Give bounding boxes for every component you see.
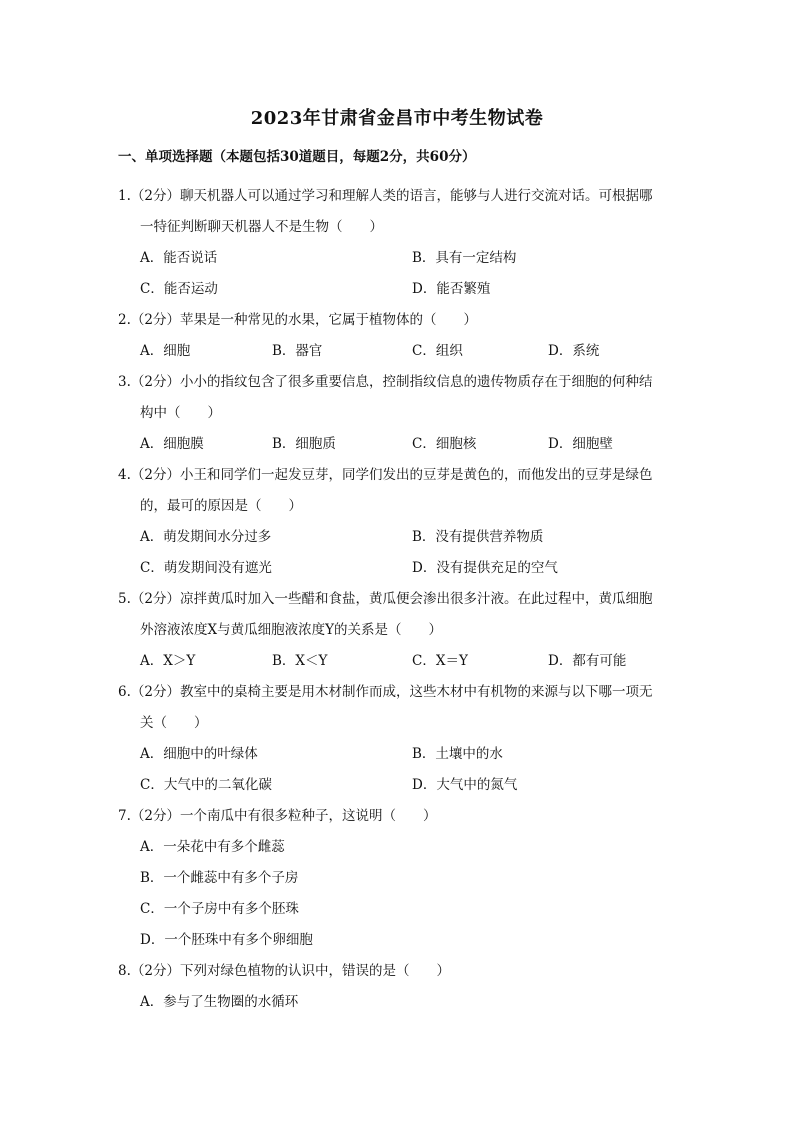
question-7-option-d: D．一个胚珠中有多个卵细胞 <box>140 932 313 948</box>
question-1-line-1: 1.（2分）聊天机器人可以通过学习和理解人类的语言，能够与人进行交流对话。可根据哪 <box>118 188 653 204</box>
question-5-option-c: C．X＝Y <box>412 653 468 669</box>
question-1-option-b: B．具有一定结构 <box>412 250 517 266</box>
section-heading: 一、单项选择题（本题包括30道题目，每题2分，共60分） <box>118 149 476 165</box>
question-4-line-2: 的，最可的原因是（ ） <box>140 498 302 514</box>
page-title: 2023年甘肃省金昌市中考生物试卷 <box>250 108 544 129</box>
question-7-option-a: A．一朵花中有多个雌蕊 <box>140 839 285 855</box>
question-3-option-a: A．细胞膜 <box>140 436 204 452</box>
question-6-line-2: 关（ ） <box>140 715 208 731</box>
question-3-option-b: B．细胞质 <box>272 436 336 452</box>
question-2-line-1: 2.（2分）苹果是一种常见的水果，它属于植物体的（ ） <box>118 312 477 328</box>
question-4-option-b: B．没有提供营养物质 <box>412 529 544 545</box>
question-2-option-c: C．组织 <box>412 343 463 359</box>
question-5-option-b: B．X＜Y <box>272 653 328 669</box>
question-8-line-1: 8.（2分）下列对绿色植物的认识中，错误的是（ ） <box>118 963 450 979</box>
question-7-option-c: C．一个子房中有多个胚珠 <box>140 901 299 917</box>
question-6-option-d: D．大气中的氮气 <box>412 777 518 793</box>
question-3-option-c: C．细胞核 <box>412 436 477 452</box>
question-5-option-d: D．都有可能 <box>548 653 627 669</box>
question-5-line-1: 5.（2分）凉拌黄瓜时加入一些醋和食盐，黄瓜便会渗出很多汁液。在此过程中，黄瓜细胞 <box>118 591 653 607</box>
question-2-option-d: D．系统 <box>548 343 600 359</box>
question-6-line-1: 6.（2分）教室中的桌椅主要是用木材制作而成，这些木材中有机物的来源与以下哪一项无 <box>118 684 653 700</box>
question-2-option-a: A．细胞 <box>140 343 191 359</box>
question-3-option-d: D．细胞壁 <box>548 436 613 452</box>
question-4-line-1: 4.（2分）小王和同学们一起发豆芽，同学们发出的豆芽是黄色的，而他发出的豆芽是绿色 <box>118 467 653 483</box>
question-2-option-b: B．器官 <box>272 343 323 359</box>
question-1-option-a: A．能否说话 <box>140 250 218 266</box>
question-7-line-1: 7.（2分）一个南瓜中有很多粒种子，这说明（ ） <box>118 808 437 824</box>
question-7-option-b: B．一个雌蕊中有多个子房 <box>140 870 299 886</box>
question-6-option-a: A．细胞中的叶绿体 <box>140 746 258 762</box>
question-6-option-c: C．大气中的二氧化碳 <box>140 777 272 793</box>
question-4-option-d: D．没有提供充足的空气 <box>412 560 558 576</box>
question-5-option-a: A．X＞Y <box>140 653 196 669</box>
question-6-option-b: B．土壤中的水 <box>412 746 503 762</box>
question-1-line-2: 一特征判断聊天机器人不是生物（ ） <box>140 219 383 235</box>
question-1-option-c: C．能否运动 <box>140 281 218 297</box>
question-5-line-2: 外溶液浓度X与黄瓜细胞液浓度Y的关系是（ ） <box>140 622 443 638</box>
question-4-option-c: C．萌发期间没有遮光 <box>140 560 272 576</box>
question-1-option-d: D．能否繁殖 <box>412 281 491 297</box>
question-8-option-a: A．参与了生物圈的水循环 <box>140 994 299 1010</box>
question-4-option-a: A．萌发期间水分过多 <box>140 529 272 545</box>
question-3-line-2: 构中（ ） <box>140 405 221 421</box>
question-3-line-1: 3.（2分）小小的指纹包含了很多重要信息，控制指纹信息的遗传物质存在于细胞的何种结 <box>118 374 653 390</box>
